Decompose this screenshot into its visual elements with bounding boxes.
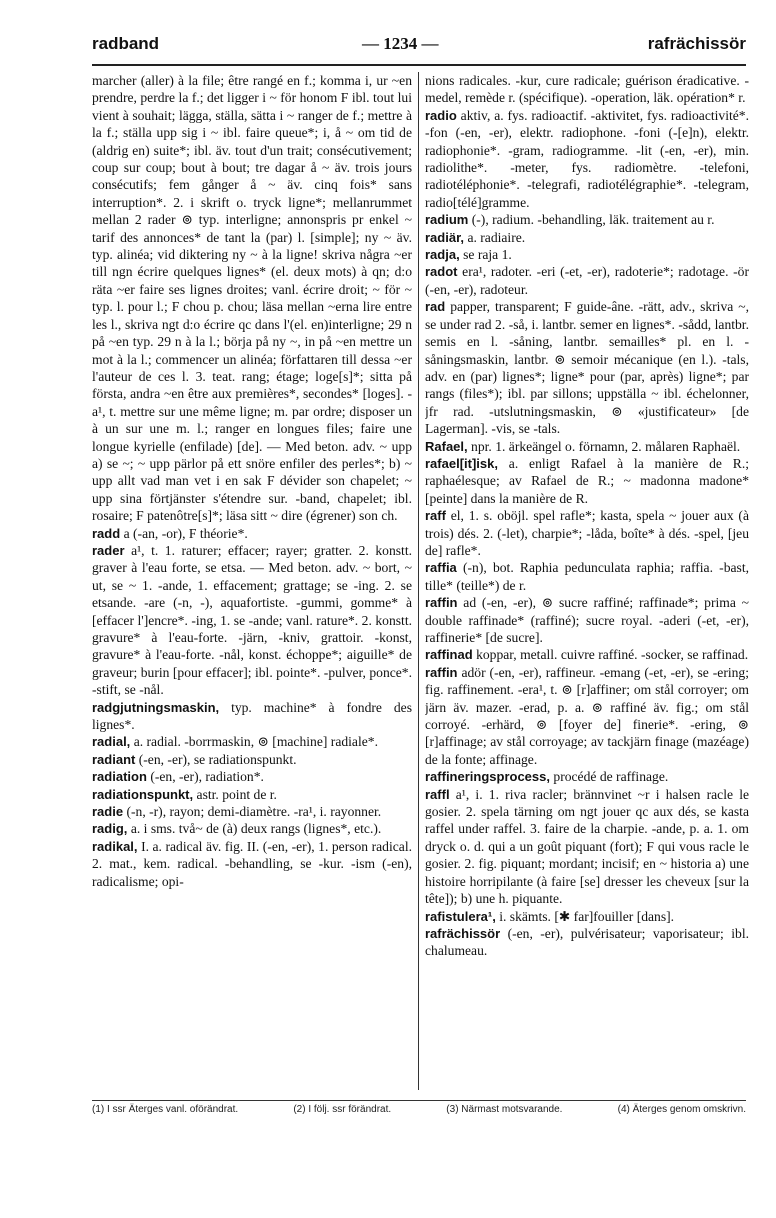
footnotes [92, 1104, 746, 1115]
entry-definition: a. radiaire. [467, 229, 526, 245]
entry-headword: radgjutningsmaskin, [92, 699, 220, 715]
page-header [92, 34, 746, 62]
entry-definition: typ. machine* à fondre des lignes*. [92, 699, 412, 733]
entry-definition: a. i sms. två~ de (à) deux rangs (lignes*, etc.). [130, 821, 382, 837]
entry-headword: radium [425, 212, 469, 228]
dictionary-entry [425, 594, 749, 646]
dictionary-entry [425, 298, 749, 437]
entry-definition: (-en, -er), se radiationspunkt. [138, 751, 297, 767]
entry-headword: raffineringsprocess, [425, 769, 550, 785]
entry-definition: era¹, radoter. -eri (-et, -er), radoterie*; radotage. -ör (-en, -er), radoteur. [425, 264, 749, 297]
dictionary-entry [92, 820, 412, 837]
entry-definition: I. a. radical äv. fig. II. (-en, -er), 1. person radical. 2. mat., kem. radical. -behandling, se -kur. -ism (-en), radicalisme; opi- [92, 838, 412, 889]
right-column [425, 72, 749, 1090]
entry-definition: npr. 1. ärkeängel o. förnamn, 2. målaren Raphaël. [471, 438, 741, 454]
footnote-4: (4) Äterges genom omskrivn. [617, 1104, 746, 1115]
dictionary-entry [425, 646, 749, 663]
entry-definition: astr. point de r. [196, 786, 277, 802]
dictionary-entry [92, 751, 412, 768]
entry-definition: nions radicales. -kur, cure radicale; guérison éradicative. -medel, remède r. (spécifique). -operation, läk. opération* r. [425, 73, 749, 106]
entry-headword: radie [92, 804, 124, 820]
entry-definition: aktiv, a. fys. radioactif. -aktivitet, fys. radioactivité*. -fon (-en, -er), elektr. radiophone. -foni (-[e]n), elektr. radiophonie*. -gram, radiogramme. -lit (-en, -er), min. radiolithe*. -meter, fys. radiomètre. -telefoni, radiotéléphonie*. -telegrafi, radiotélégraphie*. -telegram, radio[télé]gramme. [425, 107, 749, 210]
entry-definition: adör (-en, -er), raffineur. -emang (-et, -er), se -ering; fig. raffinement. -era¹, t. ⊚ [r]affiner; om stål corroyer; om järn äv. mazer. -erad, p. a. ⊚ raffiné äv. fig.; om stål corroyé. -erhärd, ⊚ [foyer de] finerie*. -ering, ⊚ [r]affinage; av stål corroyage; av tackjärn finage (mazéage) de la fonte; affinage. [425, 664, 749, 767]
entry-headword: raffinad [425, 647, 473, 663]
entry-definition: koppar, metall. cuivre raffiné. -socker, se raffinad. [476, 647, 749, 663]
footnote-1: (1) I ssr Äterges vanl. oförändrat. [92, 1104, 239, 1115]
entry-definition: (-en, -er), radiation*. [150, 769, 264, 785]
dictionary-entry [92, 786, 412, 803]
entry-definition: el, 1. s. oböjl. spel rafle*; kasta, spela ~ jouer aux (à trois) dés. 2. (-let), charpie*; -låda, boîte* à dés. -spel, [jeu de] rafle*. [425, 508, 749, 558]
left-guide-word: radband [92, 34, 160, 53]
dictionary-entry [92, 525, 412, 542]
entry-headword: raff [425, 508, 446, 524]
dictionary-entry [425, 229, 749, 246]
entry-headword: radio [425, 107, 457, 123]
column-divider [418, 72, 419, 1090]
entry-definition: a¹, i. 1. riva racler; brännvinet ~r i halsen racle le gosier. 2. spela tärning om ngt jouer qc aux dés, se kasta raffel under raffel. 3. faire de la charpie. -ande, p. a. 1. om dryck o. d. qui a un goût piquant (fort); F qui vous racle le gosier. 2. fig. piquant; mordant; incisif; en ~ historia a) une histoire horripilante (à faire [se] dresser les cheveux [sur la tête]); b) une h. piquante. [425, 786, 749, 907]
entry-headword: radikal, [92, 838, 138, 854]
entry-definition: a (-an, -or), F théorie*. [123, 525, 248, 541]
dictionary-entry [92, 699, 412, 734]
entry-headword: raffl [425, 786, 450, 802]
dictionary-entry [425, 263, 749, 298]
entry-headword: rad [425, 299, 446, 315]
entry-definition: (-), radium. -behandling, läk. traitement au r. [471, 212, 715, 228]
entry-definition: (-n, -r), rayon; demi-diamètre. -ra¹, i. rayonner. [126, 804, 382, 820]
entry-definition: (-en, -er), pulvérisateur; vaporisateur; ibl. chalumeau. [425, 925, 749, 959]
dictionary-entry [425, 438, 749, 455]
dictionary-entry [92, 72, 412, 525]
entry-headword: raffin [425, 664, 458, 680]
entry-definition: procédé de raffinage. [553, 769, 669, 785]
entry-definition: (-n), bot. Raphia pedunculata raphia; raffia. -bast, tille* (teille*) de r. [425, 560, 749, 593]
entry-headword: Rafael, [425, 438, 468, 454]
dictionary-entry [425, 559, 749, 594]
header-rule [92, 64, 746, 66]
dictionary-entry [425, 925, 749, 960]
footnote-2: (2) I följ. ssr förändrat. [293, 1104, 392, 1115]
dictionary-entry [425, 211, 749, 228]
dictionary-entry [425, 72, 749, 107]
entry-headword: radig, [92, 821, 128, 837]
entry-headword: raffin [425, 595, 458, 611]
entry-headword: radiation [92, 769, 147, 785]
entry-headword: rader [92, 542, 125, 558]
dictionary-entry [425, 786, 749, 908]
entry-headword: rafrächissör [425, 925, 501, 941]
dictionary-entry [92, 838, 412, 890]
entry-headword: raffia [425, 560, 457, 576]
entry-headword: radja, [425, 247, 460, 263]
entry-headword: radiant [92, 751, 136, 767]
dictionary-entry [425, 908, 749, 925]
entry-headword: radial, [92, 734, 131, 750]
dictionary-entry [92, 803, 412, 820]
entry-definition: a. enligt Rafael à la manière de R.; raphaélesque; av Rafael de R.; ~ madonna madone* [peinte] dans la manière de R. [425, 455, 749, 506]
entry-headword: rafistulera¹, [425, 908, 496, 924]
page-number: — 1234 — [362, 34, 439, 53]
dictionary-entry [425, 455, 749, 507]
entry-definition: a. radial. -borrmaskin, ⊚ [machine] radiale*. [133, 734, 378, 750]
footnote-3: (3) Närmast motsvarande. [446, 1104, 563, 1115]
dictionary-entry [425, 246, 749, 263]
dictionary-entry [92, 733, 412, 750]
entry-definition: se raja 1. [463, 247, 512, 263]
entry-definition: i. skämts. [✱ far]fouiller [dans]. [499, 908, 675, 924]
dictionary-entry [425, 507, 749, 559]
entry-definition: a¹, t. 1. raturer; effacer; rayer; gratter. 2. konstt. graver à l'eau forte, se etsa. — Med beton. adv. ~ bort, ~ ut, se ~ 1. -ande, 1. effacement; grattage; se -ing. 2. se etsande. -are (-n, -), aquafortiste. -gummi, gomme* à [effacer l']encre*. -ing, 1. se -ande; vanl. rature*. 2. konstt. gravure* à l'eau-forte. -järn, -kniv, grattoir. -konst, gravure* à l'eau-forte. -nål, konst. échoppe*; aiguille* de graveur; burin [pour effacer]; ibl. pointe*. -pulver, ponce*. -stift, se -nål. [92, 542, 412, 698]
dictionary-entry [425, 664, 749, 768]
entry-headword: radiationspunkt, [92, 786, 194, 802]
dictionary-entry [425, 107, 749, 211]
entry-definition: marcher (aller) à la file; être rangé en f.; komma i, ur ~en prendre, perdre la f.; det ligger i ~ för honom F ibl. tout lui vient à souhait; lägga, ställa, sätta i ~ ranger de f.; mettre à la f.; ställa upp sig i ~ ibl. faire queue*; i, å ~ om tid de (aldrig en) suite*; ibl. äv. tout d'un trait; consécutivement; coup sur coup; bout à bout; tre dagar å ~ äv. trois jours consécutifs; fem gånger å ~ äv. cinq fois* sans interruption*. 2. i skrift o. tryck ligne*; mellanrummet mellan 2 rader ⊚ typ. interligne; annonspris pr enkel ~ tarif des annonces* de tant la (par) l. [simple]; ny ~ äv. typ. alinéa; vid diktering ny ~ à la ligne! skriva några ~er till ngn écrire quelques lignes* (el. deux mots) à qn; d:o räta ~er faire ses lignes droites; vanl. écrire droit; ~ för ~ typ. l. pour l.; F chou p. chou; läsa mellan ~erna lire entre les l., skriva ngt d:o écrire qc dans l'(el. en)interligne; 29 n på ~en typ. 29 n à la l.; börja på ny ~, in på ~en mettre un mot à la l.; commencer un alinéa; författaren till dessa ~er l'auteur de ces l. 3. teat. rang; étage; loge[s]*; sitta på första, andra ~en être aux premières*, secondes* [loges]. -a¹, t. mettre sur une même ligne; m. par ordre; disposer un à un sur une m. l.; ranger en longues files; faire une longue kyrielle (enfilade) [de]. — Med beton. adv. ~ upp a) se ~; ~ upp pärlor på ett snöre enfiler des perles*; b) ~ upp allt vad man vet i en sak F dévider son chapelet; ~ upp sina förtjänster s'étendre sur. -band, chapelet; ibl. rosaire; F patenôtre[s]*; läsa sitt ~ dire (égrener) son ch. [92, 73, 412, 524]
dictionary-entry [92, 542, 412, 699]
entry-headword: radd [92, 525, 121, 541]
entry-definition: ad (-en, -er), ⊚ sucre raffiné; raffinade*; prima ~ double raffinade* (raffiné); sucre royal. -aderi (-et, -er), raffinerie* [de sucre]. [425, 595, 749, 645]
footer-rule [92, 1100, 746, 1101]
dictionary-entry [425, 768, 749, 785]
entry-headword: rafael[it]isk, [425, 455, 498, 471]
right-guide-word: rafrächissör [647, 34, 746, 53]
entry-headword: radot [425, 264, 458, 280]
entry-headword: radiär, [425, 229, 465, 245]
dictionary-entry [92, 768, 412, 785]
left-column [92, 72, 412, 1090]
entry-definition: papper, transparent; F guide-âne. -rätt, adv., skriva ~, se under rad 2. -så, i. lantbr. semer en lignes*. -sådd, lantbr. semis en l. -såning, lantbr. semailles* pl. en l. -såningsmaskin, lantbr. ⊚ semoir mécanique (en l.). -tals, adv. en (par) lignes*; ligne* pour (par, après) ligne*; par rangs (files*); ibl. par sillons; uppställa ~ ibl. échelonner, jfr rad. -utslutningsmaskin, ⊚ «justificateur» [de Lagerman]. -vis, se -tals. [425, 299, 749, 437]
